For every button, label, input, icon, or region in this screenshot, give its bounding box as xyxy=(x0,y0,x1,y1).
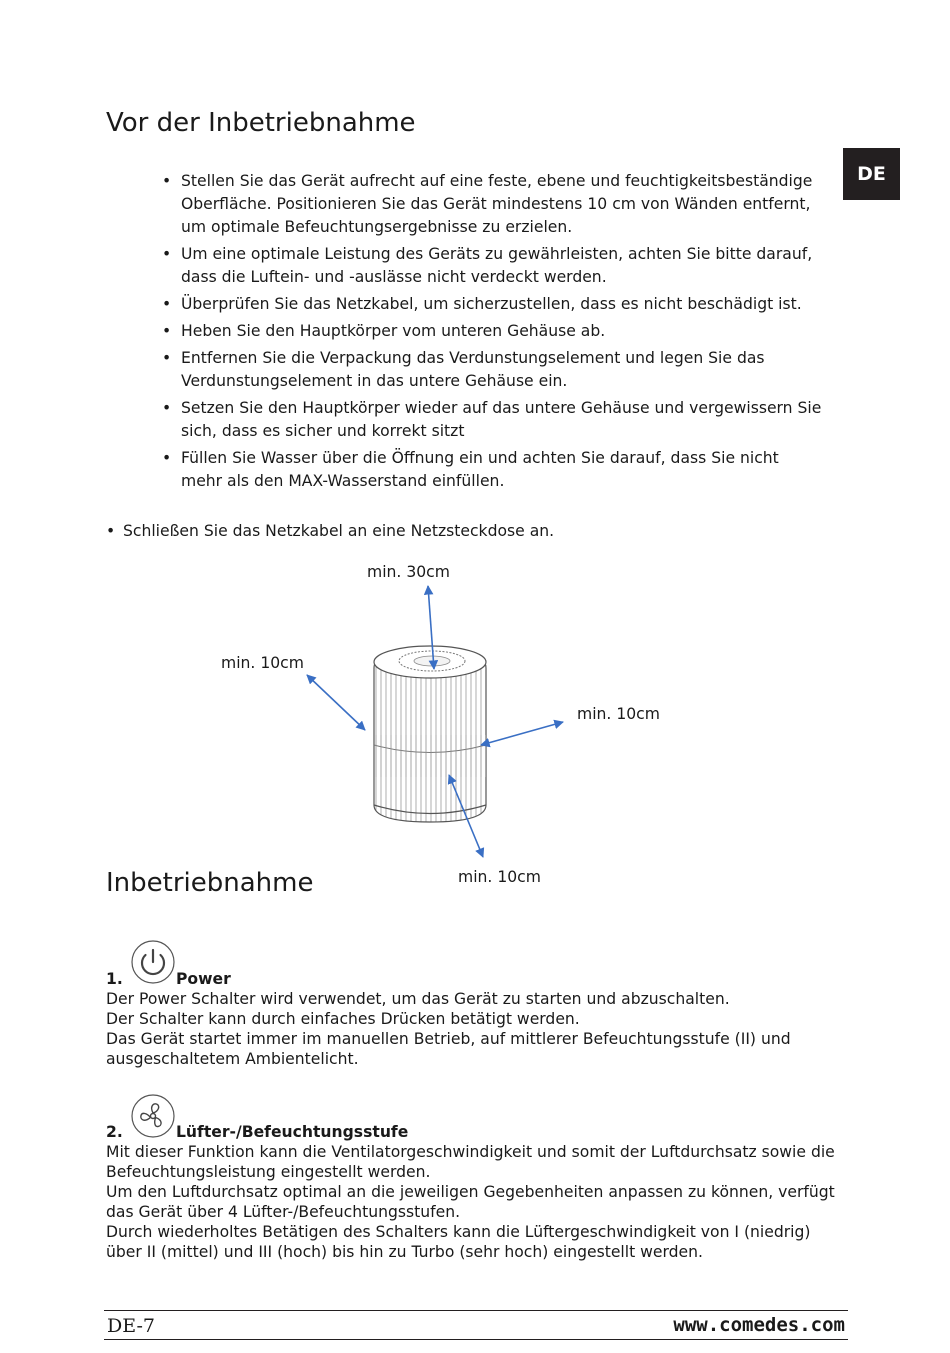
list-item: • Um eine optimale Leistung des Geräts zu gewährleisten, achten Sie bitte darauf, dass die Luftein- und -auslässe nicht verdeckt werden. xyxy=(162,243,822,289)
list-item: • Entfernen Sie die Verpackung das Verdunstungselement und legen Sie das Verdunstungselement in das untere Gehäuse ein. xyxy=(162,347,822,393)
label-top-clearance: min. 30cm xyxy=(367,563,450,581)
step-1-description xyxy=(106,989,851,1069)
website-link[interactable]: www.comedes.com xyxy=(673,1314,845,1336)
paragraph: Durch wiederholtes Betätigen des Schalters kann die Lüftergeschwindigkeit von I (niedrig) über II (mittel) und III (hoch) bis hin zu Turbo (sehr hoch) eingestellt werden. xyxy=(106,1223,811,1261)
list-item: • Überprüfen Sie das Netzkabel, um sicherzustellen, dass es nicht beschädigt ist. xyxy=(162,293,822,316)
step-label: Power xyxy=(176,970,231,988)
list-item: • Heben Sie den Hauptkörper vom unteren Gehäuse ab. xyxy=(162,320,822,343)
label-right-clearance: min. 10cm xyxy=(577,705,660,723)
step-number: 2. xyxy=(106,1123,123,1141)
label-left-clearance: min. 10cm xyxy=(221,654,304,672)
step-1-heading xyxy=(106,970,231,988)
list-item: • Stellen Sie das Gerät aufrecht auf eine feste, ebene und feuchtigkeitsbeständige Oberfläche. Positionieren Sie das Gerät mindestens 10 cm von Wänden entfernt, um optimale Befeuchtungsergebnisse zu erzielen. xyxy=(162,170,822,239)
arrow-right xyxy=(481,722,563,745)
footer-divider-top xyxy=(104,1310,848,1311)
paragraph: Der Power Schalter wird verwendet, um das Gerät zu starten und abzuschalten. xyxy=(106,990,730,1008)
step-2-heading xyxy=(106,1123,408,1141)
page-number: DE-7 xyxy=(107,1315,155,1337)
paragraph: Mit dieser Funktion kann die Ventilatorgeschwindigkeit und somit der Luftdurchsatz sowie die Befeuchtungsleistung eingestellt werden. xyxy=(106,1143,835,1181)
section-title-operation: Inbetriebnahme xyxy=(106,868,314,898)
footer-divider-bottom xyxy=(104,1339,848,1340)
paragraph: Das Gerät startet immer im manuellen Betrieb, auf mittlerer Befeuchtungsstufe (II) und ausgeschaltetem Ambientelicht. xyxy=(106,1030,791,1068)
label-bottom-clearance: min. 10cm xyxy=(458,868,541,886)
step-number: 1. xyxy=(106,970,123,988)
language-tab: DE xyxy=(843,148,900,200)
connect-power-item: • Schließen Sie das Netzkabel an eine Netzsteckdose an. xyxy=(106,520,554,543)
paragraph: Um den Luftdurchsatz optimal an die jeweiligen Gegebenheiten anpassen zu können, verfügt das Gerät über 4 Lüfter-/Befeuchtungsstufen. xyxy=(106,1183,835,1221)
section-title-before-use: Vor der Inbetriebnahme xyxy=(106,108,416,138)
list-item: • Setzen Sie den Hauptkörper wieder auf das untere Gehäuse und vergewissern Sie sich, dass es sicher und korrekt sitzt xyxy=(162,397,822,443)
step-2-description xyxy=(106,1142,851,1262)
list-item: • Füllen Sie Wasser über die Öffnung ein und achten Sie darauf, dass Sie nicht mehr als den MAX-Wasserstand einfüllen. xyxy=(162,447,822,493)
arrow-left xyxy=(307,675,365,730)
step-label: Lüfter-/Befeuchtungsstufe xyxy=(176,1123,409,1141)
paragraph: Der Schalter kann durch einfaches Drücken betätigt werden. xyxy=(106,1010,580,1028)
